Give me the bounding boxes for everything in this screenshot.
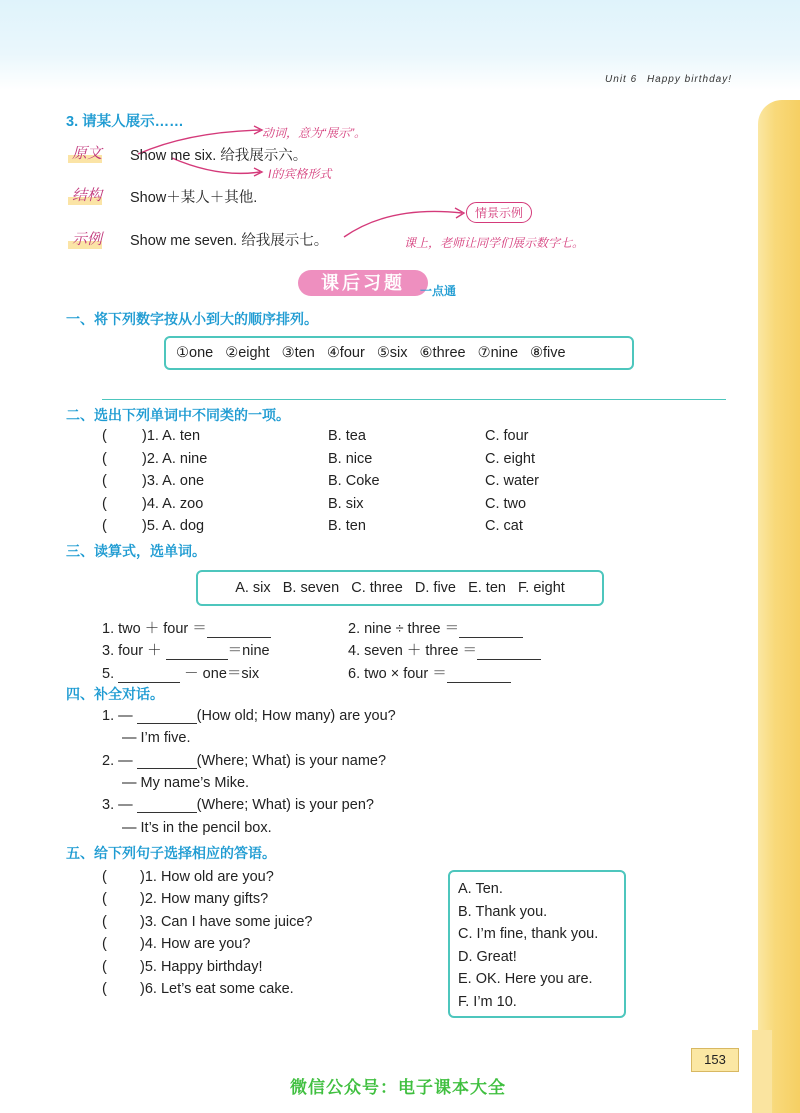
q4-title: 四、补全对话。 <box>66 686 164 702</box>
q5-question: )5. Happy birthday! <box>140 959 263 975</box>
q1-item: ⑥three <box>419 345 466 361</box>
q2-paren[interactable]: ( <box>102 473 107 489</box>
q5-paren[interactable]: ( <box>102 981 107 997</box>
structure-text: Show＋某人＋其他. <box>130 190 258 206</box>
q5-answer: A. Ten. <box>458 881 503 897</box>
q3-eq3: 3. four ＋ ＝nine <box>102 643 270 659</box>
q3-eq5: 5. － one＝six <box>102 666 260 682</box>
q3-eq4: 4. seven ＋ three ＝ <box>348 639 541 660</box>
q5-paren[interactable]: ( <box>102 869 107 885</box>
unit-label: Unit 6 <box>605 74 638 85</box>
answer-blank[interactable] <box>459 623 523 638</box>
q5-answer: E. OK. Here you are. <box>458 971 593 987</box>
page-edge-decoration <box>758 100 800 1113</box>
q5-title: 五、给下列句子选择相应的答语。 <box>66 845 276 861</box>
q2-paren[interactable]: ( <box>102 518 107 534</box>
q1-item: ②eight <box>225 345 270 361</box>
q4-reply1: — I’m five. <box>122 730 191 746</box>
q1-item: ⑦nine <box>477 345 519 361</box>
q2-option-b: B. Coke <box>328 473 380 489</box>
scene-text: 课上，老师让同学们展示数字七。 <box>404 236 585 250</box>
page-number: 153 <box>691 1048 739 1072</box>
q4-reply2: — My name’s Mike. <box>122 775 250 791</box>
q4-line2: 2. — (Where; What) is your name? <box>102 753 387 769</box>
footer-watermark: 微信公众号：电子课本大全 <box>290 1078 506 1097</box>
q2-option-c: C. eight <box>485 451 535 467</box>
q2-option-c: C. cat <box>485 518 523 534</box>
answer-blank[interactable] <box>447 668 511 683</box>
q4-line1: 1. — (How old; How many) are you? <box>102 708 396 724</box>
q2-option-a: )1. A. ten <box>142 428 201 444</box>
example-text: Show me seven. 给我展示七。 <box>130 233 329 249</box>
point3-heading: 3. 请某人展示…… <box>66 114 184 130</box>
q1-number-box <box>164 336 634 370</box>
answer-blank[interactable] <box>118 668 180 683</box>
page-edge-decoration-bottom <box>752 1030 772 1113</box>
q2-option-a: )3. A. one <box>142 473 205 489</box>
answer-blank[interactable] <box>207 623 271 638</box>
q1-item: ③ten <box>281 345 315 361</box>
q4-line3: 3. — (Where; What) is your pen? <box>102 797 374 813</box>
q5-paren[interactable]: ( <box>102 959 107 975</box>
q5-answer-box <box>448 870 626 1018</box>
answer-blank[interactable] <box>137 709 197 724</box>
q3-title: 三、读算式，选单词。 <box>66 543 206 559</box>
q5-question: )1. How old are you? <box>140 869 274 885</box>
q3-eq2: 2. nine ÷ three ＝ <box>348 617 523 638</box>
note-object: I的宾格形式 <box>268 167 332 181</box>
q5-paren[interactable]: ( <box>102 891 107 907</box>
q1-item: ①one <box>176 345 214 361</box>
answer-blank[interactable] <box>477 645 541 660</box>
q2-option-b: B. six <box>328 496 364 512</box>
q3-options-box: A. six B. seven C. three D. five E. ten F. eight <box>196 570 604 606</box>
original-text: Show me six. 给我展示六。 <box>130 148 308 164</box>
answer-blank[interactable] <box>137 798 197 813</box>
q2-title: 二、选出下列单词中不同类的一项。 <box>66 407 290 423</box>
q2-option-c: C. two <box>485 496 527 512</box>
q2-option-a: )5. A. dog <box>142 518 205 534</box>
q5-answer: B. Thank you. <box>458 904 548 920</box>
example-label: 示例 <box>72 228 102 249</box>
q5-paren[interactable]: ( <box>102 914 107 930</box>
q5-question: )4. How are you? <box>140 936 251 952</box>
exercises-subtitle: 一点通 <box>420 284 457 298</box>
q2-paren[interactable]: ( <box>102 451 107 467</box>
q1-item: ⑤six <box>376 345 408 361</box>
q4-reply3: — It’s in the pencil box. <box>122 820 272 836</box>
q2-option-a: )4. A. zoo <box>142 496 204 512</box>
scene-tag: 情景示例 <box>466 202 532 223</box>
q5-question: )6. Let’s eat some cake. <box>140 981 294 997</box>
structure-label: 结构 <box>72 184 102 205</box>
q1-item: ⑧five <box>530 345 566 361</box>
q2-paren[interactable]: ( <box>102 428 107 444</box>
q2-option-b: B. ten <box>328 518 366 534</box>
answer-blank[interactable] <box>166 645 228 660</box>
q2-option-c: C. water <box>485 473 539 489</box>
answer-blank[interactable] <box>137 754 197 769</box>
q5-question: )3. Can I have some juice? <box>140 914 313 930</box>
original-label: 原文 <box>72 142 102 163</box>
q1-title: 一、将下列数字按从小到大的顺序排列。 <box>66 311 318 327</box>
q5-answer: D. Great! <box>458 949 517 965</box>
q2-option-b: B. nice <box>328 451 373 467</box>
q3-eq1: 1. two ＋ four ＝ <box>102 617 271 638</box>
note-verb: 动词，意为“展示”。 <box>262 126 366 140</box>
q1-answer-line[interactable] <box>102 399 726 400</box>
q1-item: ④four <box>326 345 365 361</box>
q2-paren[interactable]: ( <box>102 496 107 512</box>
running-header <box>599 74 732 85</box>
q5-paren[interactable]: ( <box>102 936 107 952</box>
unit-title: Happy birthday! <box>646 74 732 85</box>
q5-answer: C. I’m fine, thank you. <box>458 926 599 942</box>
q2-option-c: C. four <box>485 428 529 444</box>
q5-answer: F. I’m 10. <box>458 994 517 1010</box>
q5-question: )2. How many gifts? <box>140 891 269 907</box>
q3-eq6: 6. two × four ＝ <box>348 662 511 683</box>
exercises-title: 课后习题 <box>298 270 428 296</box>
q2-option-b: B. tea <box>328 428 366 444</box>
exercises-banner <box>298 270 478 298</box>
q2-option-a: )2. A. nine <box>142 451 208 467</box>
